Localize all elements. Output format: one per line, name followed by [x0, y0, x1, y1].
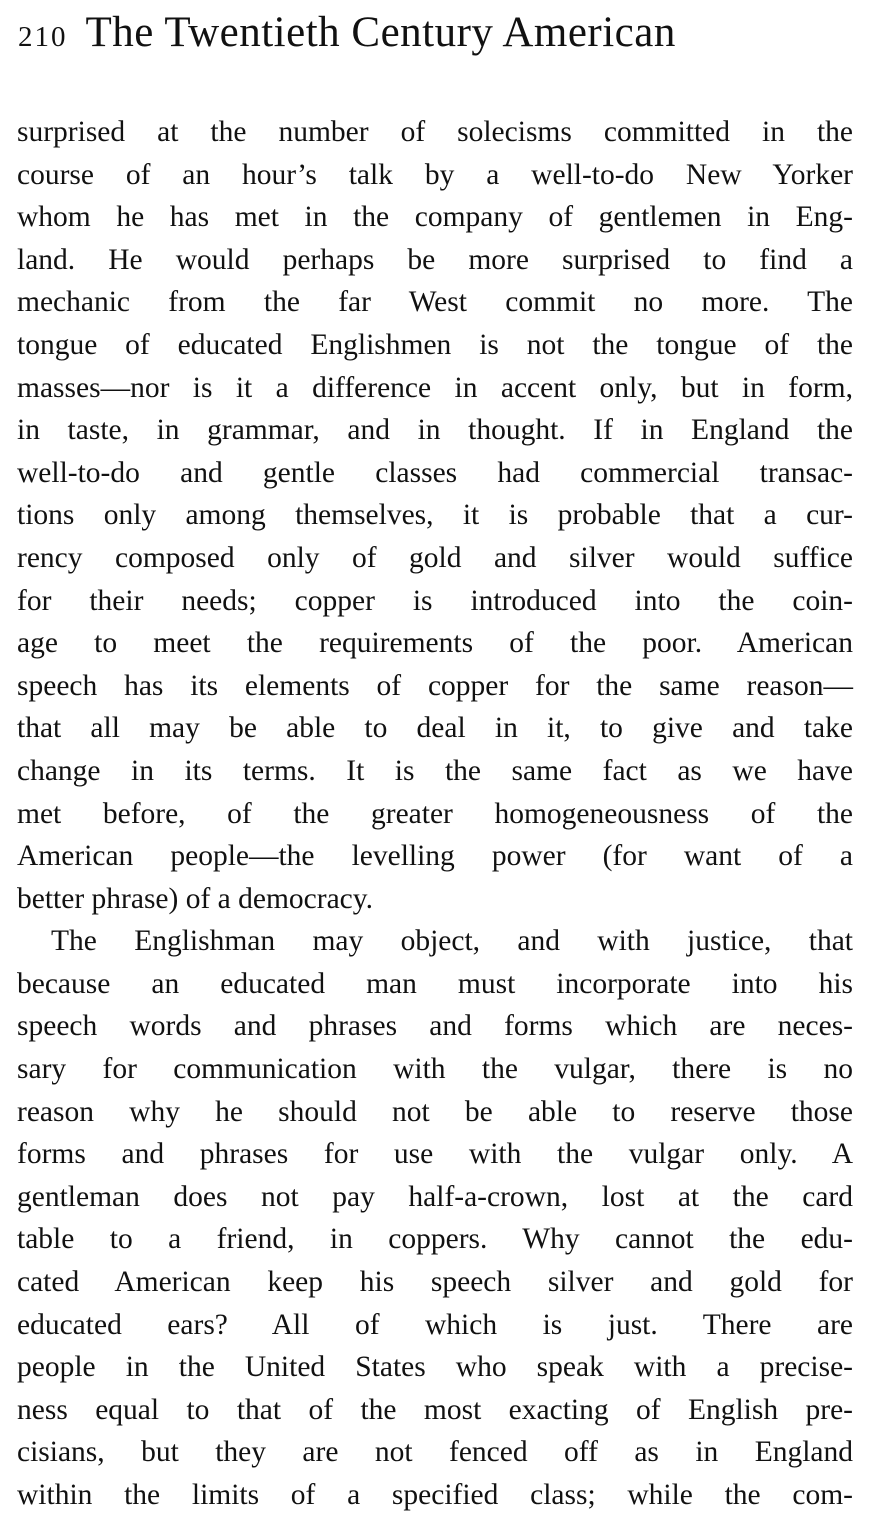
text-line: ness equal to that of the most exacting of English pre- [17, 1393, 853, 1426]
text-line: age to meet the requirements of the poor. American [17, 627, 853, 660]
text-line: for their needs; copper is introduced into the coin- [17, 584, 853, 617]
text-line: land. He would perhaps be more surprised to find a [17, 243, 853, 276]
text-line: reason why he should not be able to reserve those [17, 1095, 853, 1128]
text-line: change in its terms. It is the same fact as we have [17, 754, 853, 787]
text-line: met before, of the greater homogeneousness of the [17, 797, 853, 830]
text-line: course of an hour’s talk by a well-to-do New Yorker [17, 158, 853, 191]
text-line: better phrase) of a democracy. [17, 882, 373, 915]
text-line: that all may be able to deal in it, to give and take [17, 712, 853, 745]
text-line: forms and phrases for use with the vulgar only. A [17, 1138, 853, 1171]
text-line: cated American keep his speech silver and gold for [17, 1266, 853, 1299]
text-line: educated ears? All of which is just. There are [17, 1308, 853, 1341]
text-line: tions only among themselves, it is probable that a cur- [17, 499, 853, 532]
text-line: speech words and phrases and forms which are neces- [17, 1010, 853, 1043]
text-line: mechanic from the far West commit no more. The [17, 286, 853, 319]
text-line: sary for communication with the vulgar, there is no [17, 1053, 853, 1086]
text-line: because an educated man must incorporate into his [17, 967, 853, 1000]
text-line: tongue of educated Englishmen is not the tongue of the [17, 328, 853, 361]
text-line: speech has its elements of copper for the same reason— [17, 669, 853, 702]
paragraph-1 [17, 111, 853, 920]
text-line: whom he has met in the company of gentlemen in Eng- [17, 201, 853, 234]
running-title: The Twentieth Century American [85, 9, 676, 56]
text-line: within the limits of a specified class; while the com- [17, 1479, 853, 1511]
running-head [18, 8, 858, 78]
text-line: cisians, but they are not fenced off as in England [17, 1436, 853, 1469]
text-line: well-to-do and gentle classes had commercial transac- [17, 456, 853, 489]
text-line: The Englishman may object, and with justice, that [51, 925, 853, 958]
text-line: gentleman does not pay half-a-crown, lost at the card [17, 1180, 853, 1213]
paragraph-2 [17, 920, 853, 1516]
page-number: 210 [18, 21, 68, 53]
text-line: rency composed only of gold and silver would suffice [17, 541, 853, 574]
text-line: masses—nor is it a difference in accent only, but in form, [17, 371, 853, 404]
body-text [17, 111, 853, 1517]
text-line: surprised at the number of solecisms committed in the [17, 116, 853, 148]
text-line: table to a friend, in coppers. Why cannot the edu- [17, 1223, 853, 1256]
text-line: in taste, in grammar, and in thought. If in England the [17, 414, 853, 447]
text-line: people in the United States who speak with a precise- [17, 1351, 853, 1384]
text-line: American people—the levelling power (for want of a [17, 840, 853, 873]
